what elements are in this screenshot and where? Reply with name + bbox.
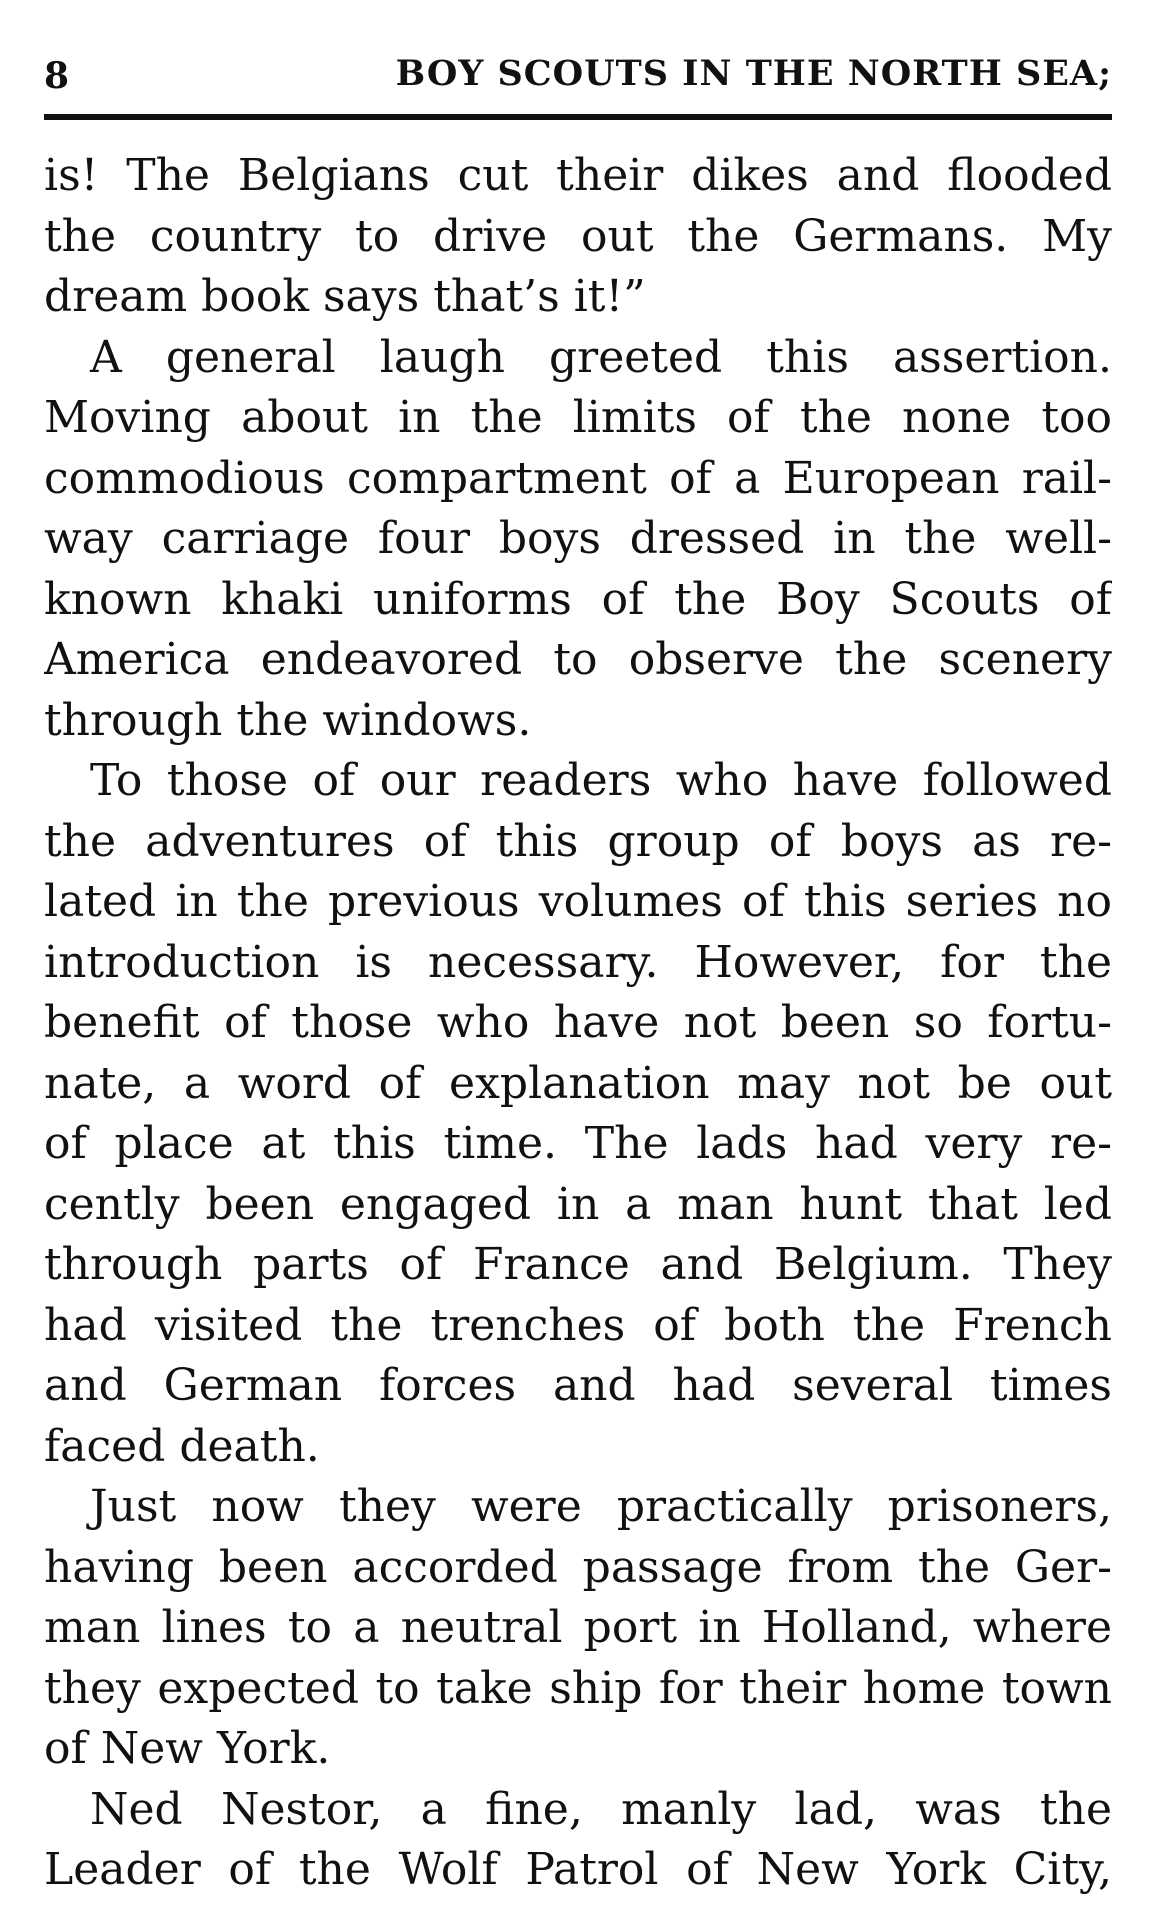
text-line: through the windows. (44, 694, 532, 746)
text-line: benefit of those who have not been so fortu- (44, 997, 1112, 1048)
text-line: the adventures of this group of boys as re- (44, 815, 1112, 867)
text-line: through parts of France and Belgium. They (44, 1239, 1112, 1290)
text-line: way carriage four boys dressed in the well- (44, 513, 1112, 564)
text-line: is! The Belgians cut their dikes and flooded (44, 150, 1112, 201)
page-number: 8 (44, 55, 70, 97)
text-line: A general laugh greeted this assertion. (90, 331, 1112, 383)
text-line: America endeavored to observe the scenery (44, 634, 1112, 685)
header-rule (44, 114, 1112, 120)
text-line: nate, a word of explanation may not be out (44, 1057, 1112, 1109)
text-line: known khaki uniforms of the Boy Scouts of (44, 573, 1112, 625)
text-line: Ned Nestor, a fine, manly lad, was the (90, 1783, 1112, 1835)
text-line: had visited the trenches of both the French (44, 1299, 1112, 1351)
text-line: of place at this time. The lads had very re- (44, 1118, 1112, 1169)
text-line: man lines to a neutral port in Holland, where (44, 1602, 1112, 1653)
text-line: having been accorded passage from the Ger- (44, 1541, 1112, 1593)
text-line: faced death. (44, 1420, 320, 1472)
text-line: cently been engaged in a man hunt that led (44, 1178, 1112, 1230)
body-text (44, 146, 1112, 1901)
text-line: dream book says that’s it!” (44, 271, 646, 322)
text-line: they expected to take ship for their home town (44, 1662, 1112, 1714)
text-line: To those of our readers who have followed (90, 755, 1112, 806)
text-line: the country to drive out the Germans. My (44, 210, 1112, 262)
text-line: of New York. (44, 1723, 331, 1774)
text-line: lated in the previous volumes of this series no (44, 876, 1112, 927)
text-line: Just now they were practically prisoners, (90, 1481, 1112, 1532)
page-header (44, 50, 1112, 100)
text-line: Moving about in the limits of the none too (44, 392, 1112, 443)
text-line: and German forces and had several times (44, 1360, 1112, 1411)
running-title: BOY SCOUTS IN THE NORTH SEA; (395, 53, 1112, 94)
text-line: introduction is necessary. However, for the (44, 936, 1112, 988)
text-line: Leader of the Wolf Patrol of New York City, (44, 1844, 1112, 1895)
text-line: commodious compartment of a European rail- (44, 452, 1112, 504)
